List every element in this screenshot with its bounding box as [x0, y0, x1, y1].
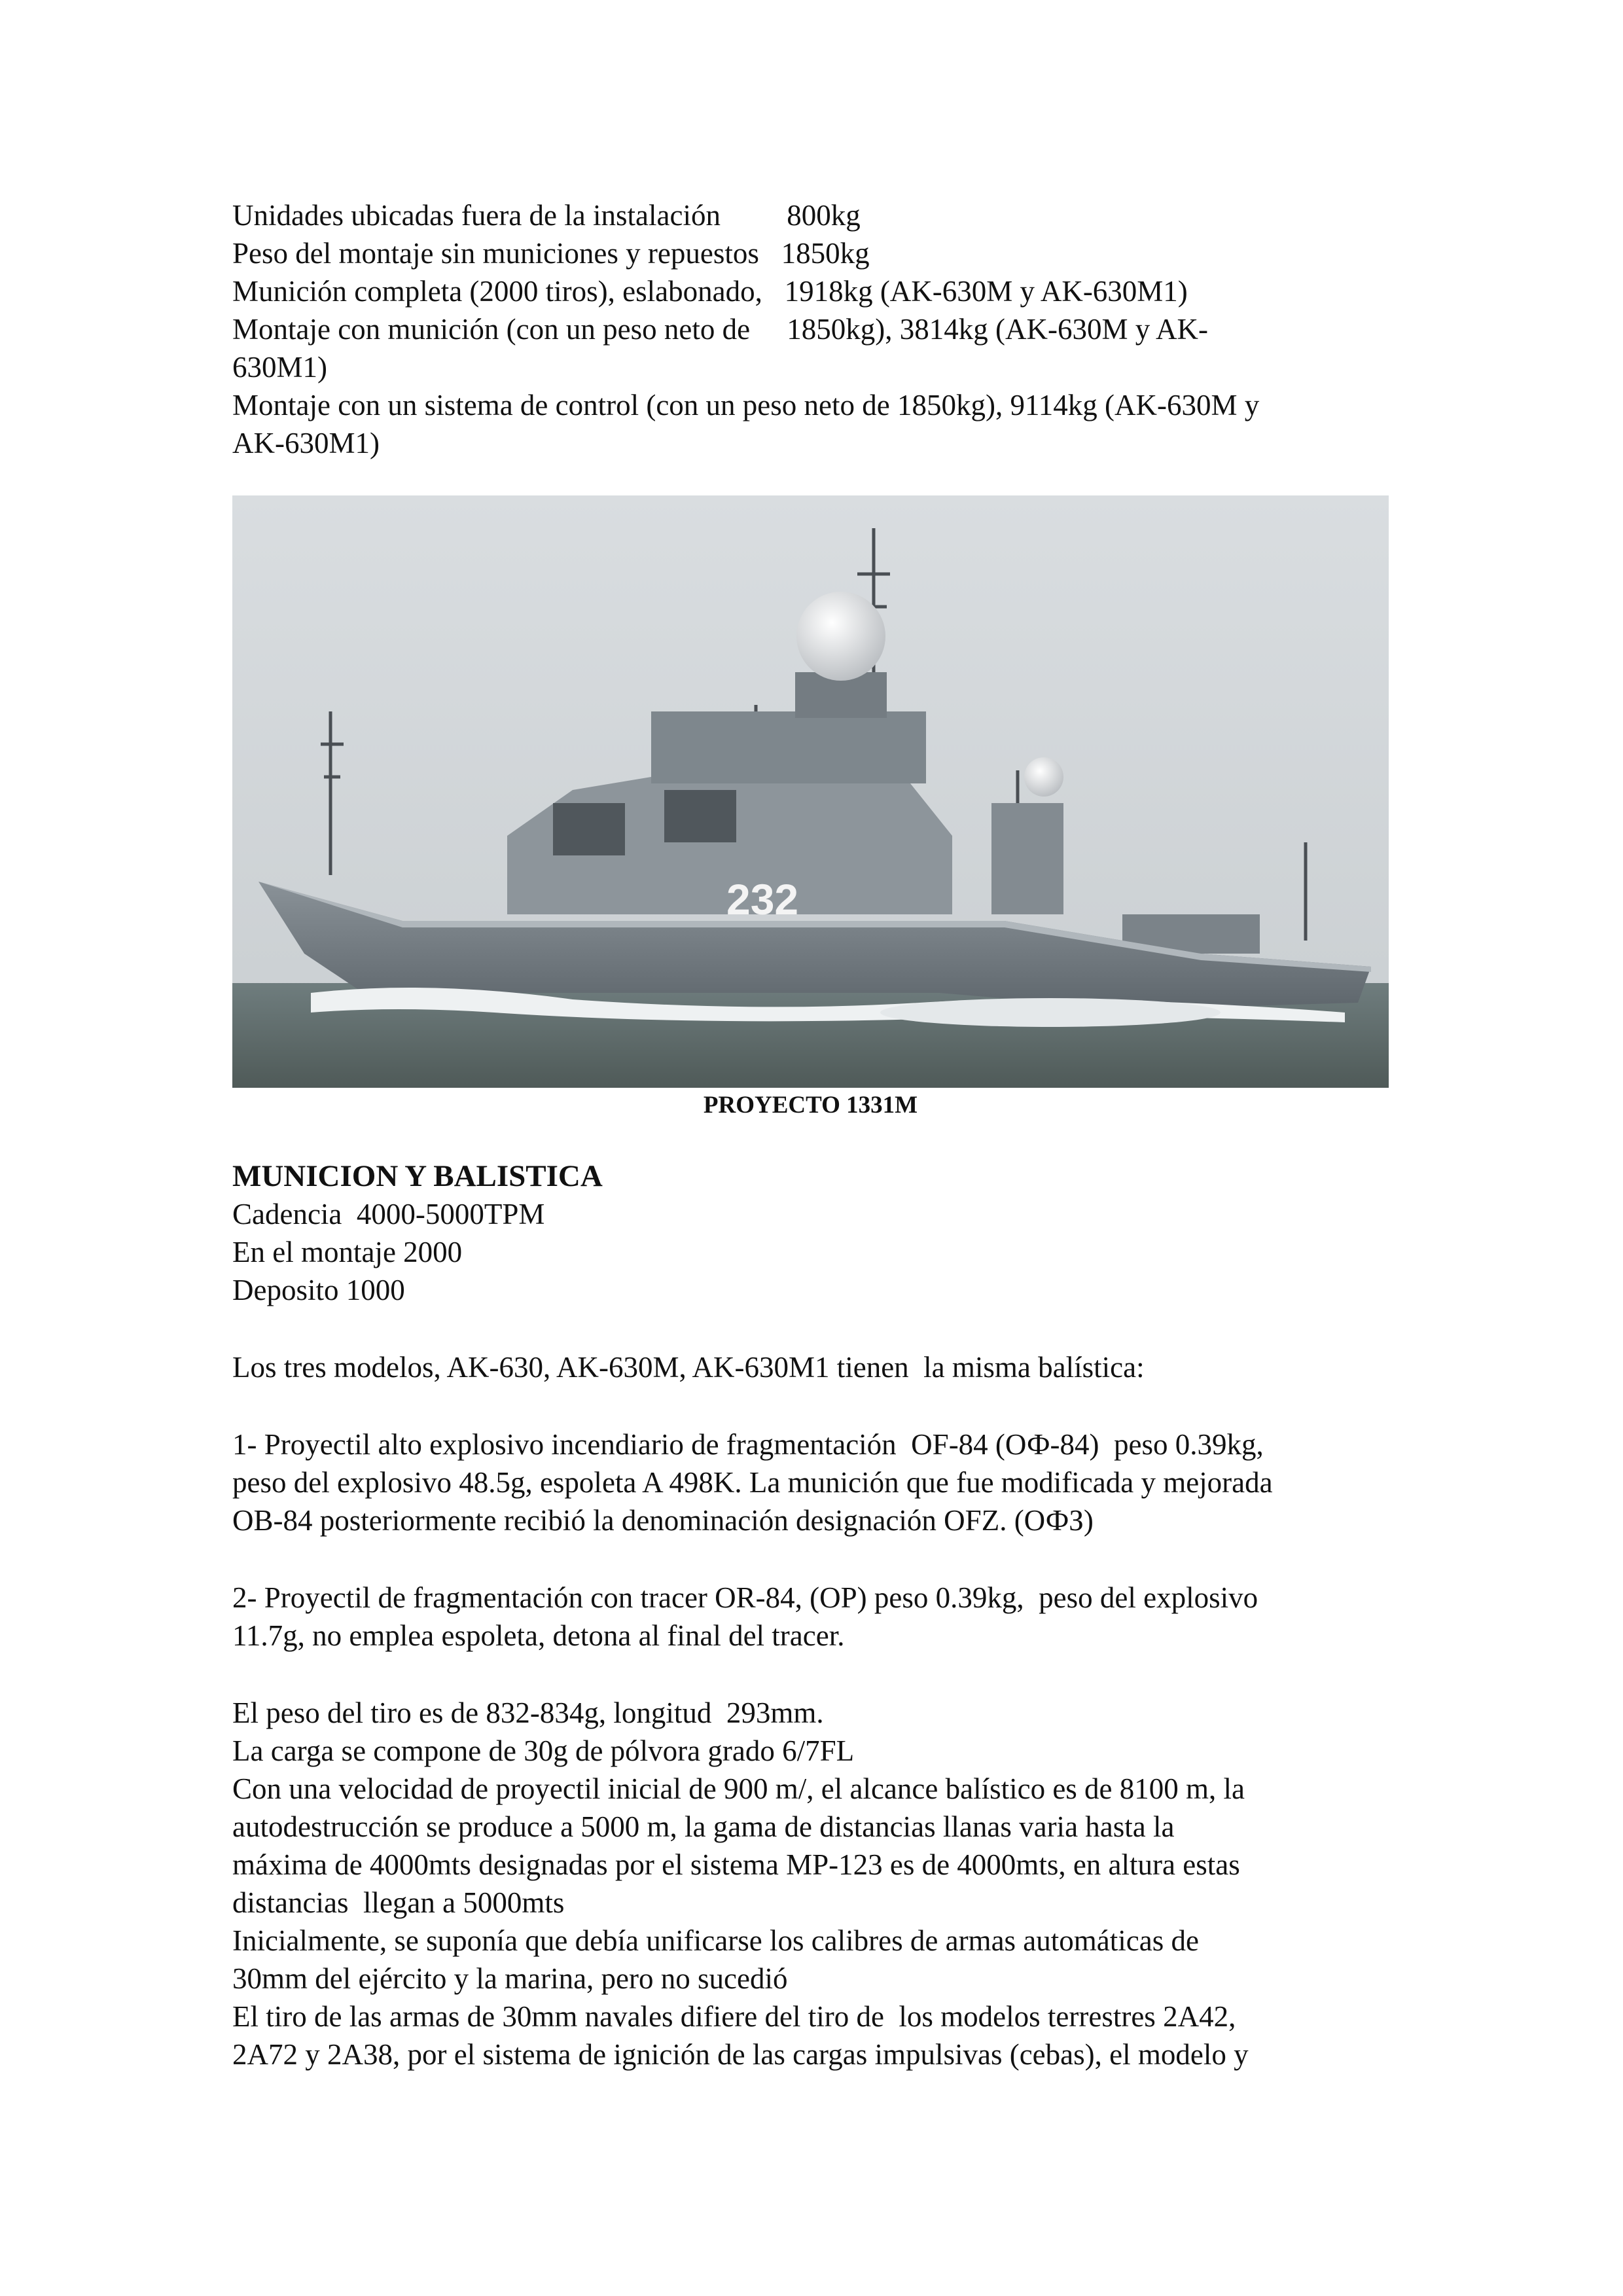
body-line: El peso del tiro es de 832-834g, longitud 293mm. — [232, 1696, 824, 1729]
section-line: Deposito 1000 — [232, 1274, 405, 1306]
spec-line: AK-630M1) — [232, 427, 380, 459]
section-heading: MUNICION Y BALISTICA — [232, 1159, 603, 1193]
radar-dome-small — [1024, 757, 1063, 797]
spec-line: Peso del montaje sin municiones y repuestos 1850kg — [232, 237, 870, 270]
spec-line: Unidades ubicadas fuera de la instalación 800kg — [232, 199, 861, 232]
aft-mast-house — [991, 803, 1063, 914]
body-line: distancias llegan a 5000mts — [232, 1886, 565, 1919]
body-line: OB-84 posteriormente recibió la denominación designación OFZ. (ОФЗ) — [232, 1504, 1094, 1537]
body-line: máxima de 4000mts designadas por el sistema MP-123 es de 4000mts, en altura estas — [232, 1848, 1240, 1881]
body-line: Inicialmente, se suponía que debía unificarse los calibres de armas automáticas de — [232, 1924, 1199, 1957]
spec-line: Munición completa (2000 tiros), eslabonado, 1918kg (AK-630M y AK-630M1) — [232, 275, 1188, 308]
body-line: 2- Proyectil de fragmentación con tracer OR-84, (OP) peso 0.39kg, peso del explosivo — [232, 1581, 1258, 1614]
launcher — [553, 803, 625, 855]
body-line: Con una velocidad de proyectil inicial de 900 m/, el alcance balístico es de 8100 m, la — [232, 1772, 1245, 1805]
spec-line: 630M1) — [232, 351, 327, 384]
stern-wake — [880, 998, 1221, 1027]
body-line: 30mm del ejército y la marina, pero no sucedió — [232, 1962, 788, 1995]
bridge — [651, 711, 926, 783]
ship-photo — [232, 495, 1389, 1088]
radar-dome — [796, 592, 885, 681]
section-line: En el montaje 2000 — [232, 1236, 463, 1268]
body-line: Los tres modelos, AK-630, AK-630M, AK-630M1 tienen la misma balística: — [232, 1351, 1145, 1384]
body-line: 2A72 y 2A38, por el sistema de ignición de las cargas impulsivas (cebas), el modelo y — [232, 2038, 1249, 2071]
spec-line: Montaje con un sistema de control (con un peso neto de 1850kg), 9114kg (AK-630M y — [232, 389, 1260, 422]
body-line: La carga se compone de 30g de pólvora grado 6/7FL — [232, 1734, 855, 1767]
launcher — [664, 790, 736, 842]
hull-number: 232 — [726, 875, 799, 924]
body-line: autodestrucción se produce a 5000 m, la gama de distancias llanas varia hasta la — [232, 1810, 1175, 1843]
spec-line: Montaje con munición (con un peso neto de 1850kg), 3814kg (AK-630M y AK- — [232, 313, 1209, 346]
body-line: El tiro de las armas de 30mm navales difiere del tiro de los modelos terrestres 2A42, — [232, 2000, 1236, 2033]
body-line: peso del explosivo 48.5g, espoleta A 498K. La munición que fue modificada y mejorada — [232, 1466, 1273, 1499]
figure-caption: PROYECTO 1331M — [703, 1092, 918, 1119]
body-line: 1- Proyectil alto explosivo incendiario de fragmentación OF-84 (ОФ-84) peso 0.39kg, — [232, 1428, 1264, 1461]
body-line: 11.7g, no emplea espoleta, detona al final del tracer. — [232, 1619, 845, 1652]
section-line: Cadencia 4000-5000TPM — [232, 1198, 545, 1230]
